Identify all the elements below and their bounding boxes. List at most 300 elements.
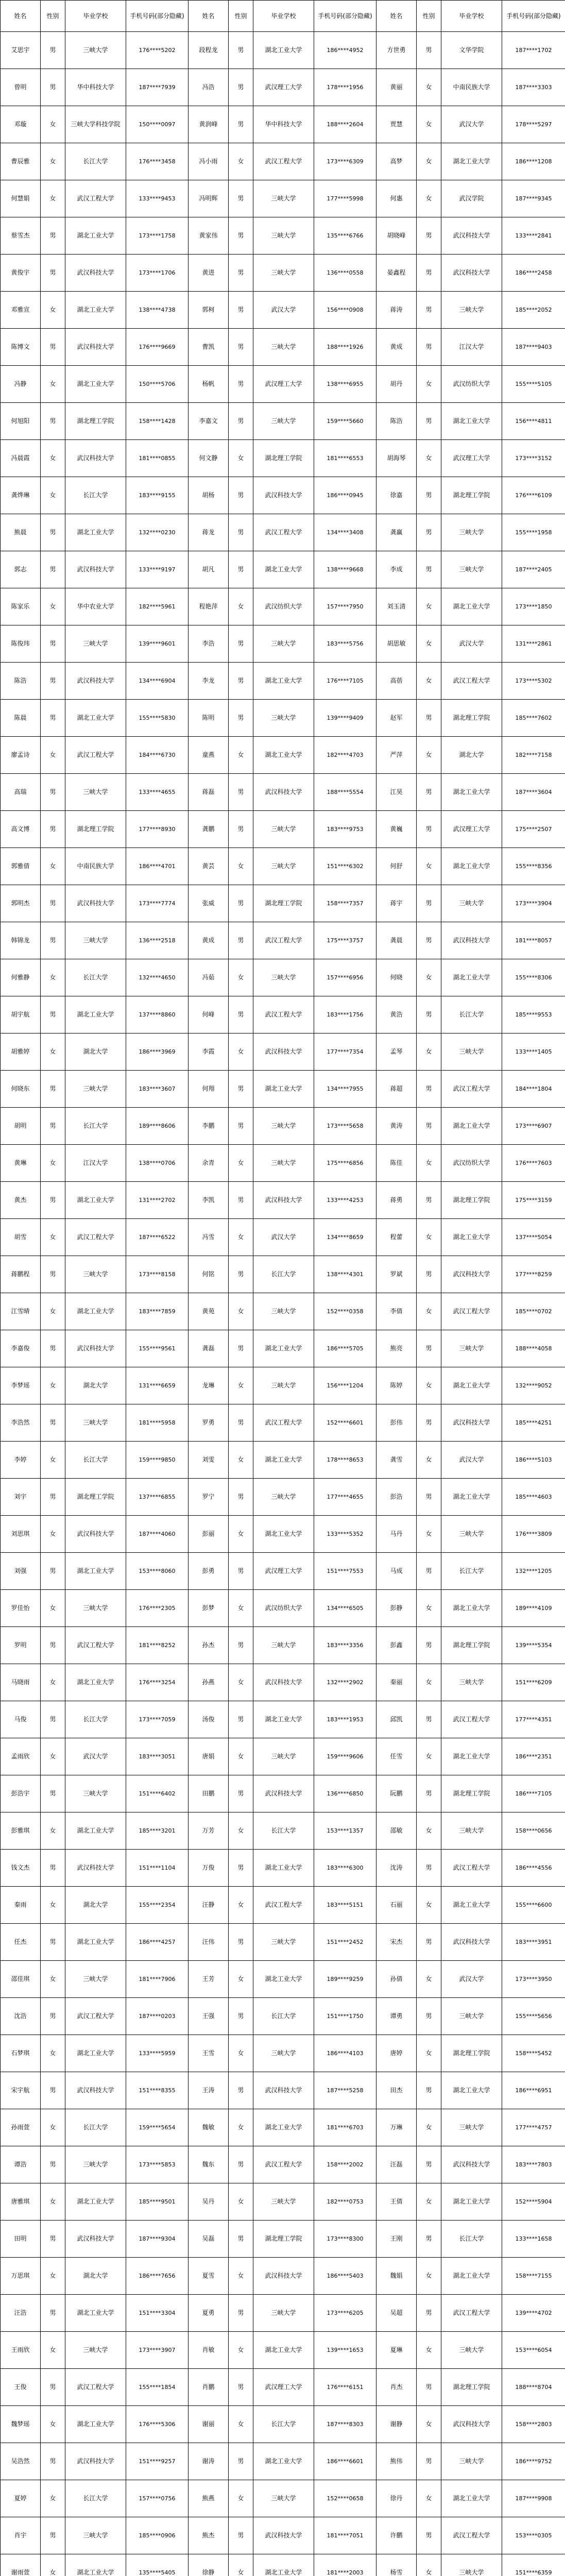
table-row — [1, 885, 565, 922]
cell-name: 何晓东 — [1, 1071, 41, 1108]
cell-gender: 女 — [41, 2406, 65, 2443]
cell-school: 武汉科技大学 — [253, 774, 314, 811]
cell-name: 彭雅琪 — [1, 1812, 41, 1850]
cell-phone: 187****3303 — [502, 69, 565, 106]
cell-phone: 173****6309 — [314, 143, 376, 180]
cell-phone: 159****5654 — [126, 2109, 189, 2146]
cell-school: 三峡大学 — [65, 2332, 126, 2369]
cell-gender: 男 — [417, 1182, 441, 1219]
cell-phone: 176****5202 — [126, 32, 189, 69]
cell-phone: 187****6522 — [126, 1219, 189, 1256]
cell-name: 严萍 — [376, 737, 417, 774]
cell-phone: 181****6553 — [314, 440, 376, 477]
cell-school: 湖北工业大学 — [253, 32, 314, 69]
cell-phone: 139****1653 — [314, 2332, 376, 2369]
cell-phone: 183****3607 — [126, 1071, 189, 1108]
cell-gender: 女 — [229, 959, 253, 996]
cell-phone: 176****7603 — [502, 1145, 565, 1182]
cell-school: 三峡大学 — [253, 811, 314, 848]
cell-phone: 189****4109 — [502, 1590, 565, 1627]
table-row — [1, 2221, 565, 2258]
cell-school: 武汉科技大学 — [441, 1404, 502, 1442]
cell-gender: 男 — [41, 1553, 65, 1590]
cell-gender: 女 — [417, 1516, 441, 1553]
cell-phone: 186****2458 — [502, 255, 565, 292]
cell-phone: 151****9257 — [126, 2443, 189, 2480]
cell-name: 彭浩 — [376, 1479, 417, 1516]
cell-phone: 151****6402 — [126, 1775, 189, 1812]
cell-gender: 女 — [229, 1516, 253, 1553]
table-row — [1, 774, 565, 811]
cell-gender: 男 — [41, 217, 65, 255]
cell-school: 三峡大学 — [65, 1256, 126, 1293]
cell-phone: 183****5151 — [314, 1887, 376, 1924]
cell-name: 孙倩 — [376, 1961, 417, 1998]
cell-phone: 186****1208 — [502, 143, 565, 180]
table-row — [1, 1553, 565, 1590]
cell-school: 三峡大学 — [65, 1961, 126, 1998]
cell-school: 武汉工程大学 — [441, 1071, 502, 1108]
cell-name: 李浩 — [189, 625, 229, 663]
cell-phone: 133****2841 — [502, 217, 565, 255]
cell-school: 湖北工业大学 — [253, 2109, 314, 2146]
cell-gender: 女 — [229, 1367, 253, 1404]
cell-school: 三峡大学 — [441, 2109, 502, 2146]
cell-name: 刘玉清 — [376, 588, 417, 625]
cell-school: 武汉科技大学 — [65, 663, 126, 700]
cell-gender: 女 — [41, 1961, 65, 1998]
cell-name: 王俊 — [1, 2369, 41, 2406]
cell-phone: 186****4103 — [314, 2035, 376, 2072]
cell-phone: 158****0656 — [502, 1812, 565, 1850]
cell-phone: 134****6505 — [314, 1590, 376, 1627]
cell-school: 江汉大学 — [441, 329, 502, 366]
table-row — [1, 1367, 565, 1404]
cell-phone: 135****6766 — [314, 217, 376, 255]
cell-name: 陈婷 — [376, 1367, 417, 1404]
cell-name: 沈浩 — [1, 1998, 41, 2035]
cell-phone: 153****6054 — [502, 2332, 565, 2369]
cell-name: 童燕 — [189, 737, 229, 774]
cell-school: 武汉工程大学 — [441, 2517, 502, 2554]
cell-gender: 男 — [229, 700, 253, 737]
cell-gender: 男 — [229, 774, 253, 811]
cell-name: 孙雨萱 — [1, 2109, 41, 2146]
cell-gender: 男 — [417, 2517, 441, 2554]
cell-school: 武汉科技大学 — [65, 1516, 126, 1553]
cell-school: 湖北工业大学 — [441, 143, 502, 180]
cell-school: 三峡大学 — [65, 1071, 126, 1108]
table-row — [1, 1887, 565, 1924]
cell-phone: 187****2405 — [502, 551, 565, 588]
cell-school: 三峡大学 — [253, 700, 314, 737]
cell-gender: 男 — [229, 255, 253, 292]
cell-gender: 男 — [229, 1256, 253, 1293]
cell-school: 武汉科技大学 — [253, 2258, 314, 2295]
cell-gender: 女 — [417, 2480, 441, 2517]
cell-gender: 女 — [41, 180, 65, 217]
cell-name: 彭鑫 — [376, 1627, 417, 1664]
cell-gender: 男 — [41, 1108, 65, 1145]
cell-gender: 女 — [417, 1738, 441, 1775]
cell-school: 长江大学 — [65, 143, 126, 180]
cell-phone: 155****9561 — [126, 1330, 189, 1367]
table-row — [1, 1479, 565, 1516]
cell-gender: 男 — [41, 625, 65, 663]
cell-gender: 女 — [229, 588, 253, 625]
cell-gender: 女 — [41, 1367, 65, 1404]
cell-gender: 女 — [41, 1664, 65, 1701]
cell-phone: 155****5105 — [502, 366, 565, 403]
cell-gender: 女 — [417, 848, 441, 885]
cell-name: 宋杰 — [376, 1924, 417, 1961]
cell-phone: 157****6956 — [314, 959, 376, 996]
cell-gender: 女 — [229, 2183, 253, 2221]
cell-gender: 男 — [41, 69, 65, 106]
cell-school: 湖北工业大学 — [65, 292, 126, 329]
cell-name: 彭丽 — [189, 1516, 229, 1553]
cell-school: 武汉科技大学 — [253, 1775, 314, 1812]
cell-name: 何峰 — [189, 996, 229, 1033]
cell-gender: 女 — [229, 1219, 253, 1256]
cell-school: 武汉工程大学 — [253, 2146, 314, 2183]
cell-gender: 男 — [417, 2295, 441, 2332]
cell-name: 汪浩 — [1, 2295, 41, 2332]
cell-phone: 136****2518 — [126, 922, 189, 959]
cell-phone: 150****0097 — [126, 106, 189, 143]
cell-name: 龚赢 — [376, 514, 417, 551]
cell-phone: 137****5054 — [502, 1219, 565, 1256]
cell-gender: 女 — [229, 2406, 253, 2443]
cell-school: 武汉工程大学 — [441, 1701, 502, 1738]
cell-name: 李倩 — [376, 1293, 417, 1330]
cell-name: 冯明辉 — [189, 180, 229, 217]
cell-gender: 女 — [41, 366, 65, 403]
cell-gender: 男 — [41, 1701, 65, 1738]
cell-phone: 153****0305 — [502, 2517, 565, 2554]
cell-school: 武汉科技大学 — [253, 1033, 314, 1071]
cell-school: 长江大学 — [253, 1256, 314, 1293]
cell-gender: 男 — [417, 1256, 441, 1293]
cell-phone: 151****1750 — [314, 1998, 376, 2035]
cell-school: 湖北工业大学 — [253, 2332, 314, 2369]
cell-phone: 159****5660 — [314, 403, 376, 440]
table-row — [1, 2146, 565, 2183]
cell-name: 万芳 — [189, 1812, 229, 1850]
cell-name: 谭勇 — [376, 1998, 417, 2035]
cell-phone: 155****8356 — [502, 848, 565, 885]
cell-gender: 男 — [41, 811, 65, 848]
cell-gender: 女 — [417, 625, 441, 663]
cell-gender: 男 — [229, 663, 253, 700]
cell-gender: 女 — [417, 1367, 441, 1404]
cell-name: 熊亮 — [376, 1330, 417, 1367]
cell-phone: 133****9453 — [126, 180, 189, 217]
cell-name: 郭志 — [1, 551, 41, 588]
cell-phone: 187****0203 — [126, 1998, 189, 2035]
cell-school: 湖北工业大学 — [441, 1367, 502, 1404]
cell-name: 蒋超 — [376, 1071, 417, 1108]
cell-name: 王倩 — [376, 2183, 417, 2221]
cell-name: 孙杰 — [189, 1627, 229, 1664]
cell-school: 三峡大学 — [253, 959, 314, 996]
cell-name: 罗勇 — [189, 1404, 229, 1442]
cell-phone: 175****2507 — [502, 811, 565, 848]
cell-name: 彭勇 — [189, 1553, 229, 1590]
cell-gender: 男 — [41, 922, 65, 959]
cell-phone: 183****1756 — [314, 996, 376, 1033]
cell-gender: 男 — [417, 885, 441, 922]
cell-gender: 男 — [41, 2072, 65, 2109]
cell-name: 冯小雨 — [189, 143, 229, 180]
cell-phone: 188****1926 — [314, 329, 376, 366]
cell-phone: 133****5352 — [314, 1516, 376, 1553]
cell-gender: 女 — [417, 1812, 441, 1850]
cell-name: 夏婷 — [1, 2480, 41, 2517]
cell-phone: 186****5403 — [314, 2258, 376, 2295]
cell-gender: 女 — [41, 848, 65, 885]
cell-gender: 女 — [41, 2332, 65, 2369]
cell-phone: 188****8704 — [502, 2369, 565, 2406]
cell-name: 石梦琪 — [1, 2035, 41, 2072]
cell-phone: 185****3201 — [126, 1812, 189, 1850]
cell-name: 孟琴 — [376, 1033, 417, 1071]
cell-school: 武汉纺织大学 — [441, 366, 502, 403]
cell-name: 石丽 — [376, 1887, 417, 1924]
cell-gender: 男 — [229, 2146, 253, 2183]
cell-name: 程艳萍 — [189, 588, 229, 625]
cell-phone: 138****4301 — [314, 1256, 376, 1293]
cell-phone: 186****6601 — [314, 2443, 376, 2480]
cell-name: 龚磊 — [189, 1330, 229, 1367]
cell-phone: 187****8303 — [314, 2406, 376, 2443]
cell-name: 王涛 — [189, 2072, 229, 2109]
cell-phone: 139****9409 — [314, 700, 376, 737]
cell-phone: 134****3408 — [314, 514, 376, 551]
cell-name: 孙燕 — [189, 1664, 229, 1701]
cell-school: 湖北工业大学 — [65, 514, 126, 551]
cell-name: 龚雪 — [376, 1442, 417, 1479]
cell-name: 王刚 — [376, 2221, 417, 2258]
cell-gender: 男 — [229, 106, 253, 143]
cell-school: 湖北工业大学 — [441, 774, 502, 811]
cell-school: 武汉工程大学 — [253, 143, 314, 180]
cell-school: 湖北工业大学 — [65, 2554, 126, 2576]
cell-phone: 183****6300 — [314, 1850, 376, 1887]
cell-phone: 177****8930 — [126, 811, 189, 848]
cell-name: 黄浩 — [376, 996, 417, 1033]
cell-school: 长江大学 — [65, 1701, 126, 1738]
cell-phone: 185****9553 — [502, 996, 565, 1033]
cell-school: 长江大学 — [65, 477, 126, 514]
cell-phone: 159****9850 — [126, 1442, 189, 1479]
cell-gender: 女 — [41, 1516, 65, 1553]
cell-gender: 男 — [229, 1998, 253, 2035]
cell-school: 武汉工程大学 — [65, 1998, 126, 2035]
cell-school: 湖北工业大学 — [65, 700, 126, 737]
cell-phone: 132****0230 — [126, 514, 189, 551]
cell-name: 李成 — [376, 551, 417, 588]
cell-gender: 男 — [417, 255, 441, 292]
cell-name: 吴浩然 — [1, 2443, 41, 2480]
table-row — [1, 996, 565, 1033]
cell-school: 武汉大学 — [253, 1219, 314, 1256]
cell-name: 江雪晴 — [1, 1293, 41, 1330]
cell-name: 陈家乐 — [1, 588, 41, 625]
cell-gender: 男 — [417, 477, 441, 514]
cell-gender: 男 — [41, 255, 65, 292]
cell-school: 三峡大学 — [441, 292, 502, 329]
cell-gender: 男 — [41, 774, 65, 811]
cell-name: 吴丹 — [189, 2183, 229, 2221]
cell-gender: 男 — [229, 514, 253, 551]
cell-name: 田明 — [1, 2221, 41, 2258]
cell-gender: 女 — [41, 1887, 65, 1924]
table-row — [1, 514, 565, 551]
cell-phone: 173****5658 — [314, 1108, 376, 1145]
cell-phone: 175****3757 — [314, 922, 376, 959]
table-row — [1, 1108, 565, 1145]
cell-gender: 男 — [41, 2295, 65, 2332]
cell-name: 晏鑫程 — [376, 255, 417, 292]
cell-gender: 女 — [229, 1812, 253, 1850]
cell-school: 文华学院 — [441, 32, 502, 69]
cell-phone: 185****0702 — [502, 1293, 565, 1330]
cell-name: 熊晨 — [1, 514, 41, 551]
cell-gender: 男 — [41, 1850, 65, 1887]
cell-school: 三峡大学 — [441, 1330, 502, 1367]
cell-school: 武汉大学 — [441, 1961, 502, 1998]
cell-phone: 133****1658 — [502, 2221, 565, 2258]
cell-school: 武汉学院 — [441, 180, 502, 217]
cell-phone: 183****5756 — [314, 625, 376, 663]
cell-gender: 男 — [417, 1701, 441, 1738]
cell-name: 许鹏 — [376, 2517, 417, 2554]
cell-phone: 139****5354 — [502, 1627, 565, 1664]
cell-school: 三峡大学 — [253, 1479, 314, 1516]
cell-phone: 138****9668 — [314, 551, 376, 588]
cell-gender: 男 — [229, 996, 253, 1033]
cell-name: 胡雪 — [1, 1219, 41, 1256]
header-phone: 手机号码(部分隐藏) — [126, 1, 189, 32]
cell-phone: 178****8653 — [314, 1442, 376, 1479]
cell-school: 湖北大学 — [441, 737, 502, 774]
cell-phone: 151****6359 — [502, 2554, 565, 2576]
cell-phone: 173****1850 — [502, 588, 565, 625]
cell-name: 熊杰 — [189, 2517, 229, 2554]
cell-school: 湖北大学 — [65, 1367, 126, 1404]
cell-phone: 186****5103 — [502, 1442, 565, 1479]
cell-gender: 女 — [41, 1738, 65, 1775]
cell-gender: 女 — [229, 1293, 253, 1330]
table-row — [1, 663, 565, 700]
cell-gender: 男 — [229, 885, 253, 922]
cell-school: 三峡大学 — [253, 848, 314, 885]
cell-gender: 男 — [417, 1330, 441, 1367]
cell-phone: 188****2604 — [314, 106, 376, 143]
cell-name: 廖孟诗 — [1, 737, 41, 774]
cell-school: 湖北理工学院 — [441, 2035, 502, 2072]
cell-gender: 女 — [417, 1293, 441, 1330]
header-name: 姓名 — [189, 1, 229, 32]
cell-name: 田杰 — [376, 2072, 417, 2109]
header-phone: 手机号码(部分隐藏) — [502, 1, 565, 32]
cell-phone: 185****4603 — [502, 1479, 565, 1516]
cell-school: 华中科技大学 — [253, 106, 314, 143]
table-row — [1, 2517, 565, 2554]
cell-school: 三峡大学 — [441, 551, 502, 588]
cell-gender: 女 — [41, 2258, 65, 2295]
cell-school: 湖北工业大学 — [441, 1590, 502, 1627]
cell-phone: 183****3951 — [502, 1924, 565, 1961]
cell-gender: 男 — [417, 1553, 441, 1590]
cell-phone: 189****9259 — [314, 1961, 376, 1998]
cell-phone: 159****9606 — [314, 1738, 376, 1775]
cell-gender: 男 — [417, 1850, 441, 1887]
cell-gender: 女 — [229, 1033, 253, 1071]
cell-phone: 183****7859 — [126, 1293, 189, 1330]
cell-gender: 男 — [229, 2517, 253, 2554]
cell-school: 武汉科技大学 — [441, 255, 502, 292]
cell-gender: 男 — [41, 1998, 65, 2035]
cell-name: 陈佳 — [376, 1145, 417, 1182]
cell-gender: 女 — [229, 1664, 253, 1701]
cell-phone: 137****6855 — [126, 1479, 189, 1516]
table-row — [1, 1219, 565, 1256]
cell-school: 三峡大学 — [253, 1738, 314, 1775]
cell-gender: 男 — [229, 2072, 253, 2109]
cell-gender: 男 — [229, 1182, 253, 1219]
table-row — [1, 477, 565, 514]
cell-gender: 男 — [41, 1330, 65, 1367]
cell-name: 李鹏 — [189, 1108, 229, 1145]
cell-school: 三峡大学 — [65, 32, 126, 69]
cell-school: 长江大学 — [65, 959, 126, 996]
cell-gender: 男 — [229, 1775, 253, 1812]
cell-school: 湖北工业大学 — [65, 2295, 126, 2332]
cell-name: 胡思敏 — [376, 625, 417, 663]
cell-phone: 137****8860 — [126, 996, 189, 1033]
cell-gender: 男 — [41, 1775, 65, 1812]
cell-name: 高瑞 — [1, 774, 41, 811]
cell-gender: 男 — [229, 922, 253, 959]
cell-phone: 186****7656 — [126, 2258, 189, 2295]
cell-school: 湖北工业大学 — [441, 403, 502, 440]
cell-name: 余青 — [189, 1145, 229, 1182]
cell-name: 李浩然 — [1, 1404, 41, 1442]
cell-gender: 男 — [41, 1479, 65, 1516]
cell-school: 武汉纺织大学 — [253, 1590, 314, 1627]
cell-phone: 133****5959 — [126, 2035, 189, 2072]
cell-gender: 男 — [41, 885, 65, 922]
cell-phone: 173****3907 — [126, 2332, 189, 2369]
cell-phone: 151****7553 — [314, 1553, 376, 1590]
cell-name: 何铭 — [189, 1256, 229, 1293]
cell-name: 马丹 — [376, 1516, 417, 1553]
cell-phone: 155****1958 — [502, 514, 565, 551]
cell-gender: 女 — [417, 2258, 441, 2295]
table-row — [1, 2332, 565, 2369]
cell-name: 马俊 — [1, 1701, 41, 1738]
cell-phone: 133****4655 — [126, 774, 189, 811]
cell-phone: 175****6856 — [314, 1145, 376, 1182]
cell-phone: 156****1204 — [314, 1367, 376, 1404]
cell-school: 武汉理工大学 — [441, 440, 502, 477]
cell-gender: 女 — [41, 2480, 65, 2517]
table-row — [1, 1850, 565, 1887]
cell-name: 黄润峰 — [189, 106, 229, 143]
cell-name: 夏雪 — [189, 2258, 229, 2295]
